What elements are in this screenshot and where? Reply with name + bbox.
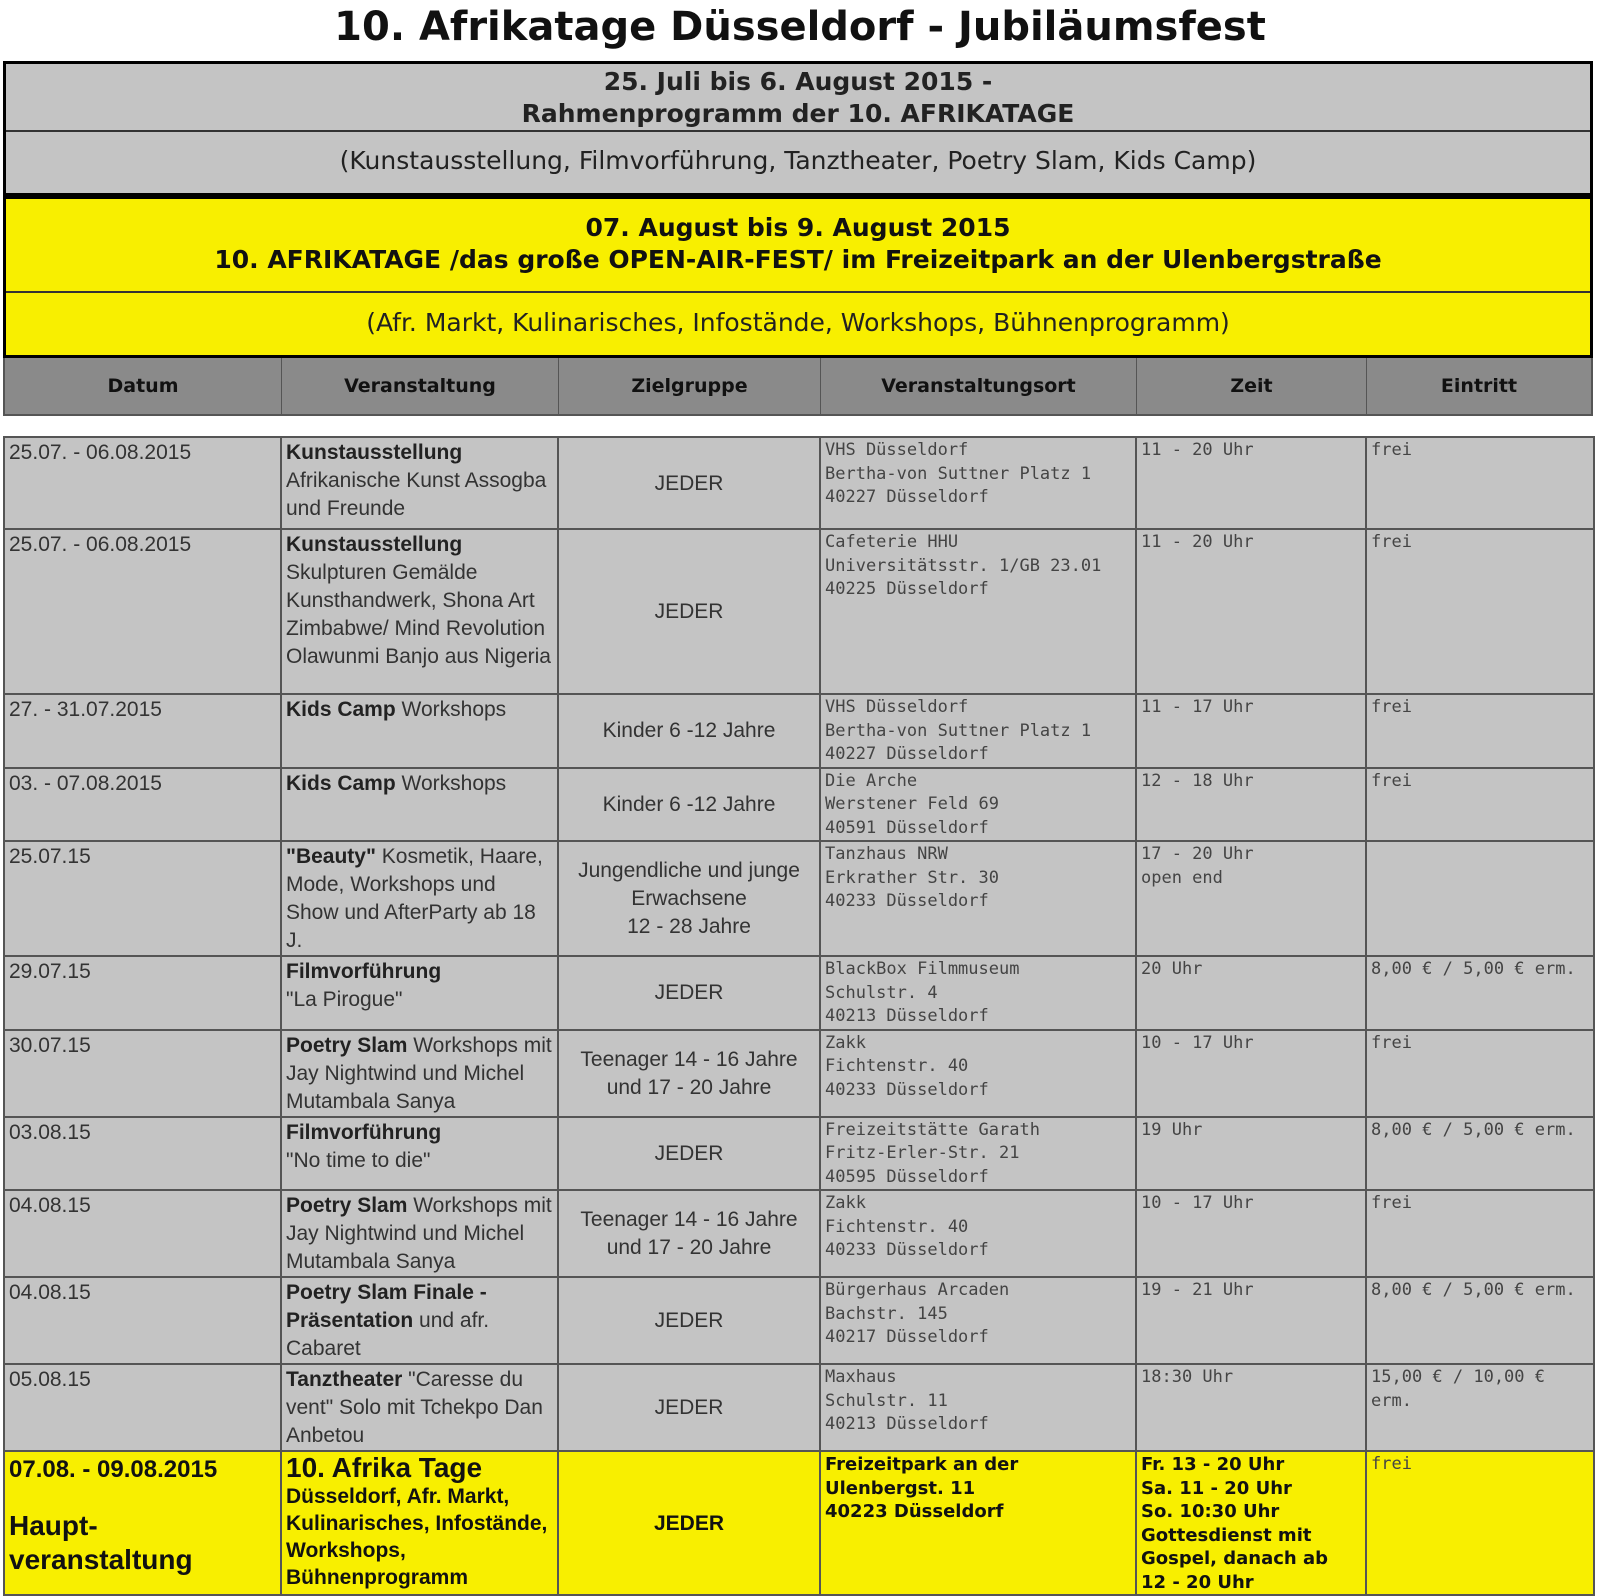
cell-event — [281, 529, 558, 694]
venue-street: Fritz-Erler-Str. 21 — [825, 1143, 1020, 1163]
time-line: Sa. 11 - 20 Uhr — [1141, 1477, 1292, 1499]
cell-date: 03.08.15 — [4, 1117, 281, 1191]
cell-venue — [820, 1451, 1136, 1595]
event-description: "No time to die" — [286, 1148, 431, 1172]
venue-city: 40591 Düsseldorf — [825, 817, 989, 838]
table-row — [4, 529, 1594, 694]
cell-venue — [820, 1277, 1136, 1364]
time-note: open end — [1141, 867, 1223, 888]
event-description: Workshops — [401, 771, 507, 795]
event-description: Afrikanische Kunst Assogba und Freunde — [286, 469, 547, 520]
cell-date: 05.08.15 — [4, 1364, 281, 1451]
fest-title: 10. AFRIKATAGE /das große OPEN-AIR-FEST/ im Freizeitpark an der Ulenbergstraße — [214, 245, 1382, 274]
cell-target: JEDER — [558, 956, 820, 1030]
venue-city: 40233 Düsseldorf — [825, 1079, 989, 1100]
cell-time — [1136, 841, 1366, 956]
cell-event — [281, 1451, 558, 1595]
venue-name: Zakk — [825, 1193, 866, 1213]
cell-time: 10 - 17 Uhr — [1136, 1030, 1366, 1117]
event-title: "Beauty" — [286, 845, 376, 868]
venue-city: 40233 Düsseldorf — [825, 1240, 989, 1260]
cell-event — [281, 694, 558, 768]
cell-date — [4, 1451, 281, 1595]
table-row — [4, 1277, 1594, 1364]
venue-city: 40213 Düsseldorf — [825, 1006, 989, 1026]
event-description: "Caresse du vent" Solo mit Tchekpo Dan Anbetou — [286, 1368, 543, 1447]
event-description: Kosmetik, Haare, Mode, Workshops und Show und AfterParty ab 18 J. — [286, 845, 543, 952]
venue-name: Bürgerhaus Arcaden — [825, 1280, 1010, 1300]
target-line: Jungendliche und junge — [578, 859, 800, 882]
cell-date: 25.07. - 06.08.2015 — [4, 529, 281, 694]
cell-time: 10 - 17 Uhr — [1136, 1190, 1366, 1277]
intro-subtitle: (Kunstausstellung, Filmvorführung, Tanztheater, Poetry Slam, Kids Camp) — [339, 146, 1257, 175]
event-description: Workshops mit Jay Nightwind und Michel Mutambala Sanya — [286, 1033, 552, 1113]
column-header-zielgruppe: Zielgruppe — [559, 358, 821, 414]
table-row — [4, 768, 1594, 842]
cell-venue — [820, 1190, 1136, 1277]
table-row — [4, 437, 1594, 529]
event-title: Kunstausstellung — [286, 441, 463, 464]
venue-city: 40227 Düsseldorf — [825, 744, 989, 764]
cell-venue — [820, 956, 1136, 1030]
event-title: Kunstausstellung — [286, 533, 463, 556]
event-description: "La Pirogue" — [286, 988, 403, 1011]
column-header-veranstaltung: Veranstaltung — [282, 358, 559, 414]
cell-target — [558, 1190, 820, 1277]
cell-venue — [820, 841, 1136, 956]
venue-name: VHS Düsseldorf — [825, 697, 969, 717]
table-row — [4, 1030, 1594, 1117]
venue-street: Bachstr. 145 — [825, 1303, 948, 1324]
event-title: Filmvorführung — [286, 1120, 442, 1144]
event-description: Skulpturen Gemälde Kunsthandwerk, Shona Art Zimbabwe/ Mind Revolution Olawunmi Banjo aus Nigeria — [286, 561, 551, 668]
cell-admission: frei — [1366, 437, 1594, 529]
target-line: und 17 - 20 Jahre — [606, 1236, 772, 1259]
column-header-datum: Datum — [5, 358, 282, 414]
cell-date: 25.07.15 — [4, 841, 281, 956]
venue-street: Schulstr. 11 — [825, 1390, 948, 1411]
event-description: Workshops mit Jay Nightwind und Michel Mutambala Sanya — [286, 1194, 552, 1273]
event-title: Kids Camp — [286, 771, 396, 795]
table-row — [4, 1364, 1594, 1451]
venue-name: Tanzhaus NRW — [825, 844, 948, 864]
intro-heading — [6, 64, 1590, 132]
event-title: Poetry Slam — [286, 1194, 408, 1217]
target-line: Teenager 14 - 16 Jahre — [580, 1208, 798, 1231]
cell-time: 11 - 17 Uhr — [1136, 694, 1366, 768]
venue-street: Bertha-von Suttner Platz 1 — [825, 463, 1092, 484]
venue-city: 40227 Düsseldorf — [825, 487, 989, 507]
cell-date: 25.07. - 06.08.2015 — [4, 437, 281, 529]
venue-city: 40595 Düsseldorf — [825, 1166, 989, 1187]
venue-city: 40225 Düsseldorf — [825, 579, 989, 599]
venue-name: Cafeterie HHU — [825, 532, 959, 552]
intro-dates: 25. Juli bis 6. August 2015 - — [603, 67, 993, 96]
venue-street: Universitätsstr. 1/GB 23.01 — [825, 555, 1102, 576]
fest-box — [3, 196, 1593, 358]
cell-event — [281, 841, 558, 956]
cell-admission: frei — [1366, 529, 1594, 694]
target-line: Teenager 14 - 16 Jahre — [580, 1047, 798, 1071]
fest-subtitle: (Afr. Markt, Kulinarisches, Infostände, Workshops, Bühnenprogramm) — [366, 308, 1230, 337]
cell-event — [281, 1277, 558, 1364]
cell-admission: 8,00 € / 5,00 € erm. — [1366, 1277, 1594, 1364]
cell-date: 30.07.15 — [4, 1030, 281, 1117]
intro-title: Rahmenprogramm der 10. AFRIKATAGE — [521, 99, 1075, 128]
cell-admission: 15,00 € / 10,00 € erm. — [1366, 1364, 1594, 1451]
cell-event — [281, 1190, 558, 1277]
main-event-title: 10. Afrika Tage — [286, 1452, 483, 1483]
cell-venue — [820, 529, 1136, 694]
page-title: 10. Afrikatage Düsseldorf - Jubiläumsfest — [334, 4, 1266, 50]
cell-time — [1136, 1451, 1366, 1595]
time-line: So. 10:30 Uhr — [1141, 1501, 1280, 1522]
venue-street: Fichtenstr. 40 — [825, 1056, 969, 1076]
cell-target: Kinder 6 -12 Jahre — [558, 768, 820, 842]
venue-name: Zakk — [825, 1032, 866, 1053]
main-event-description: Düsseldorf, Afr. Markt, Kulinarisches, Infostände, Workshops, Bühnenprogramm — [286, 1485, 548, 1589]
event-title: Poetry Slam — [286, 1033, 408, 1057]
cell-event — [281, 437, 558, 529]
column-header-veranstaltungsort: Veranstaltungsort — [821, 358, 1137, 414]
venue-name: Die Arche — [825, 770, 918, 791]
main-event-label: Haupt-veranstaltung — [9, 1510, 193, 1575]
cell-admission: frei — [1366, 1030, 1594, 1117]
cell-event — [281, 1364, 558, 1451]
venue-city: 40223 Düsseldorf — [825, 1501, 1004, 1522]
table-header — [3, 358, 1593, 416]
cell-date: 27. - 31.07.2015 — [4, 694, 281, 768]
cell-target: JEDER — [558, 1451, 820, 1595]
cell-target: JEDER — [558, 437, 820, 529]
cell-time: 11 - 20 Uhr — [1136, 529, 1366, 694]
venue-street: Werstener Feld 69 — [825, 794, 999, 814]
cell-event — [281, 768, 558, 842]
event-description: und afr. Cabaret — [286, 1309, 490, 1360]
column-header-zeit: Zeit — [1137, 358, 1367, 414]
cell-venue — [820, 1117, 1136, 1191]
time-value: 17 - 20 Uhr — [1141, 844, 1254, 864]
time-line: Gottesdienst mit — [1141, 1524, 1312, 1546]
cell-target: JEDER — [558, 529, 820, 694]
cell-target — [558, 1030, 820, 1117]
venue-name: VHS Düsseldorf — [825, 440, 969, 460]
cell-time: 11 - 20 Uhr — [1136, 437, 1366, 529]
main-event-row — [4, 1451, 1594, 1595]
cell-venue — [820, 694, 1136, 768]
venue-name: BlackBox Filmmuseum — [825, 959, 1020, 979]
venue-street: Ulenbergst. 11 — [825, 1477, 976, 1499]
cell-target: JEDER — [558, 1277, 820, 1364]
cell-time: 12 - 18 Uhr — [1136, 768, 1366, 842]
cell-venue — [820, 1364, 1136, 1451]
cell-event — [281, 956, 558, 1030]
cell-admission: frei — [1366, 768, 1594, 842]
cell-event — [281, 1030, 558, 1117]
venue-city: 40213 Düsseldorf — [825, 1414, 989, 1434]
venue-street: Erkrather Str. 30 — [825, 867, 999, 888]
fest-dates: 07. August bis 9. August 2015 — [585, 213, 1011, 242]
time-line: Gospel, danach ab — [1141, 1548, 1328, 1569]
program-table — [3, 436, 1595, 1596]
cell-time: 19 Uhr — [1136, 1117, 1366, 1191]
cell-target: Kinder 6 -12 Jahre — [558, 694, 820, 768]
event-title: Filmvorführung — [286, 960, 442, 983]
cell-admission: frei — [1366, 1190, 1594, 1277]
table-row — [4, 956, 1594, 1030]
venue-street: Schulstr. 4 — [825, 982, 938, 1003]
time-line: Fr. 13 - 20 Uhr — [1141, 1454, 1285, 1475]
table-row — [4, 841, 1594, 956]
venue-street: Fichtenstr. 40 — [825, 1216, 969, 1237]
target-line: Erwachsene — [631, 887, 747, 910]
cell-time: 19 - 21 Uhr — [1136, 1277, 1366, 1364]
event-title: Kids Camp — [286, 698, 396, 721]
table-row — [4, 1190, 1594, 1277]
event-description: Workshops — [401, 698, 507, 721]
column-header-eintritt: Eintritt — [1440, 375, 1518, 397]
venue-name: Maxhaus — [825, 1367, 897, 1387]
cell-target — [558, 841, 820, 956]
table-row — [4, 694, 1594, 768]
table-row — [4, 1117, 1594, 1191]
cell-date: 04.08.15 — [4, 1277, 281, 1364]
cell-event — [281, 1117, 558, 1191]
cell-venue — [820, 437, 1136, 529]
cell-date: 29.07.15 — [4, 956, 281, 1030]
cell-target: JEDER — [558, 1364, 820, 1451]
intro-box — [3, 61, 1593, 196]
venue-name: Freizeitstätte Garath — [825, 1119, 1040, 1140]
fest-heading — [6, 199, 1590, 293]
cell-date: 03. - 07.08.2015 — [4, 768, 281, 842]
cell-venue — [820, 1030, 1136, 1117]
cell-date: 04.08.15 — [4, 1190, 281, 1277]
cell-admission — [1366, 841, 1594, 956]
time-line: 12 - 20 Uhr — [1141, 1571, 1254, 1593]
venue-street: Bertha-von Suttner Platz 1 — [825, 720, 1092, 741]
cell-admission: 8,00 € / 5,00 € erm. — [1366, 1117, 1594, 1191]
cell-target: JEDER — [558, 1117, 820, 1191]
target-line: 12 - 28 Jahre — [627, 915, 751, 938]
cell-admission: frei — [1366, 694, 1594, 768]
cell-time: 18:30 Uhr — [1136, 1364, 1366, 1451]
venue-city: 40217 Düsseldorf — [825, 1327, 989, 1347]
event-title: Tanztheater — [286, 1368, 403, 1391]
venue-name: Freizeitpark an der — [825, 1454, 1019, 1475]
cell-admission: frei — [1366, 1451, 1594, 1595]
event-title: Poetry Slam Finale - Präsentation — [286, 1281, 487, 1332]
cell-time: 20 Uhr — [1136, 956, 1366, 1030]
venue-city: 40233 Düsseldorf — [825, 891, 989, 911]
target-line: und 17 - 20 Jahre — [606, 1075, 772, 1099]
main-event-date: 07.08. - 09.08.2015 — [9, 1456, 218, 1483]
cell-venue — [820, 768, 1136, 842]
cell-admission: 8,00 € / 5,00 € erm. — [1366, 956, 1594, 1030]
